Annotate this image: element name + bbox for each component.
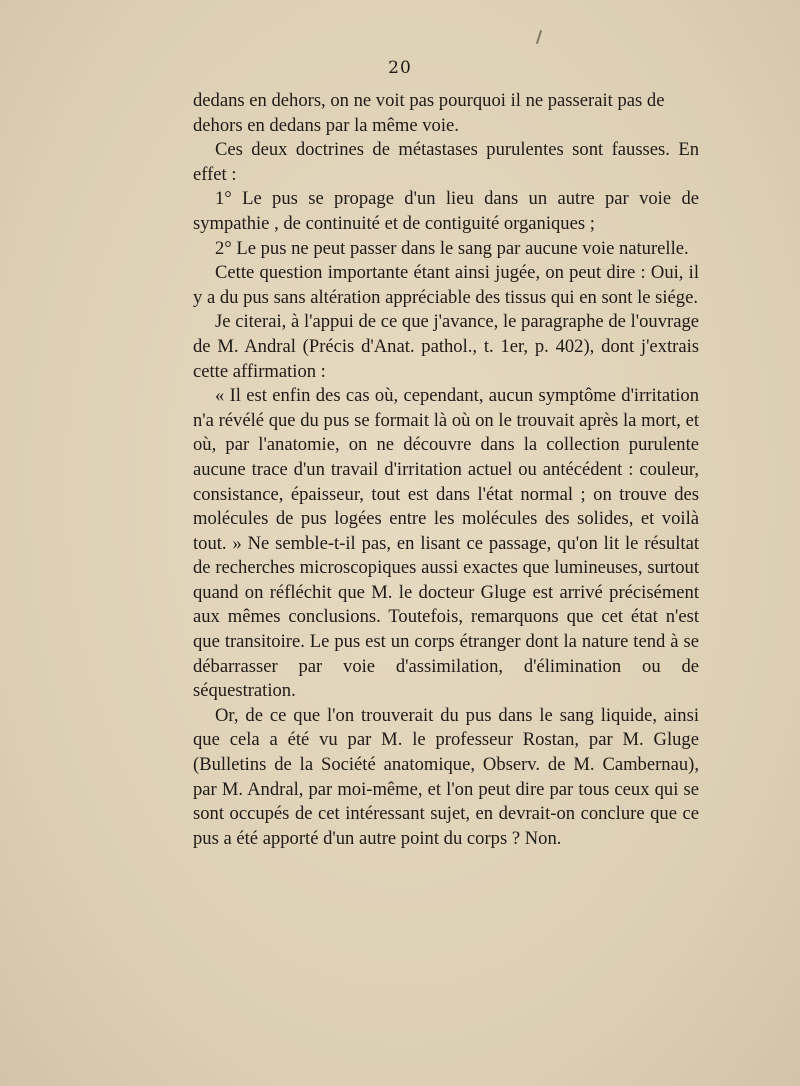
body-text bbox=[193, 89, 699, 851]
paragraph-quote: « Il est enfin des cas où, cependant, aucun symptôme d'irritation n'a révélé que du pus se formait là où on le trouvait après la mort, et où, par l'anatomie, on ne découvre dans la collection purulente aucune trace d'un travail d'irritation actuel ou antécédent : couleur, consistance, épaisseur, tout est dans l'état normal ; on trouve des molécules de pus logées entre les molécules des solides, et voilà tout. » Ne semble-t-il pas, en lisant ce passage, qu'on lit le résultat de recherches microscopiques aussi exactes que lumineuses, surtout quand on réfléchit que M. le docteur Gluge est arrivé précisément aux mêmes conclusions. Toutefois, remarquons que cet état n'est que transitoire. Le pus est un corps étranger dont la nature tend à se débarrasser par voie d'assimilation, d'élimination ou de séquestration. bbox=[193, 385, 699, 702]
paragraph-point-one: 1° Le pus se propage d'un lieu dans un autre par voie de sympathie , de continuité et de contiguité organiques ; bbox=[193, 188, 699, 234]
paragraph-citation-intro: Je citerai, à l'appui de ce que j'avance, le paragraphe de l'ouvrage de M. Andral (Précis d'Anat. pathol., t. 1er, p. 402), dont j'extrais cette affirmation : bbox=[193, 311, 699, 382]
paragraph-doctrines: Ces deux doctrines de métastases purulentes sont fausses. En effet : bbox=[193, 139, 699, 185]
paragraph-conclusion: Cette question importante étant ainsi jugée, on peut dire : Oui, il y a du pus sans altération appréciable des tissus qui en sont le siége. bbox=[193, 262, 699, 308]
paragraph-final: Or, de ce que l'on trouverait du pus dans le sang liquide, ainsi que cela a été vu par M. le professeur Rostan, par M. Gluge (Bulletins de la Société anatomique, Observ. de M. Cambernau), par M. Andral, par moi-même, et l'on peut dire par tous ceux qui se sont occupés de cet intéressant sujet, en devrait-on conclure que ce pus a été apporté d'un autre point du corps ? Non. bbox=[193, 704, 699, 849]
page-number: 20 bbox=[388, 58, 412, 78]
paragraph-continuation: dedans en dehors, on ne voit pas pourquoi il ne passerait pas de dehors en dedans par la même voie. bbox=[193, 90, 665, 136]
paragraph-point-two: 2° Le pus ne peut passer dans le sang par aucune voie naturelle. bbox=[215, 237, 689, 259]
ink-mark bbox=[536, 30, 542, 44]
